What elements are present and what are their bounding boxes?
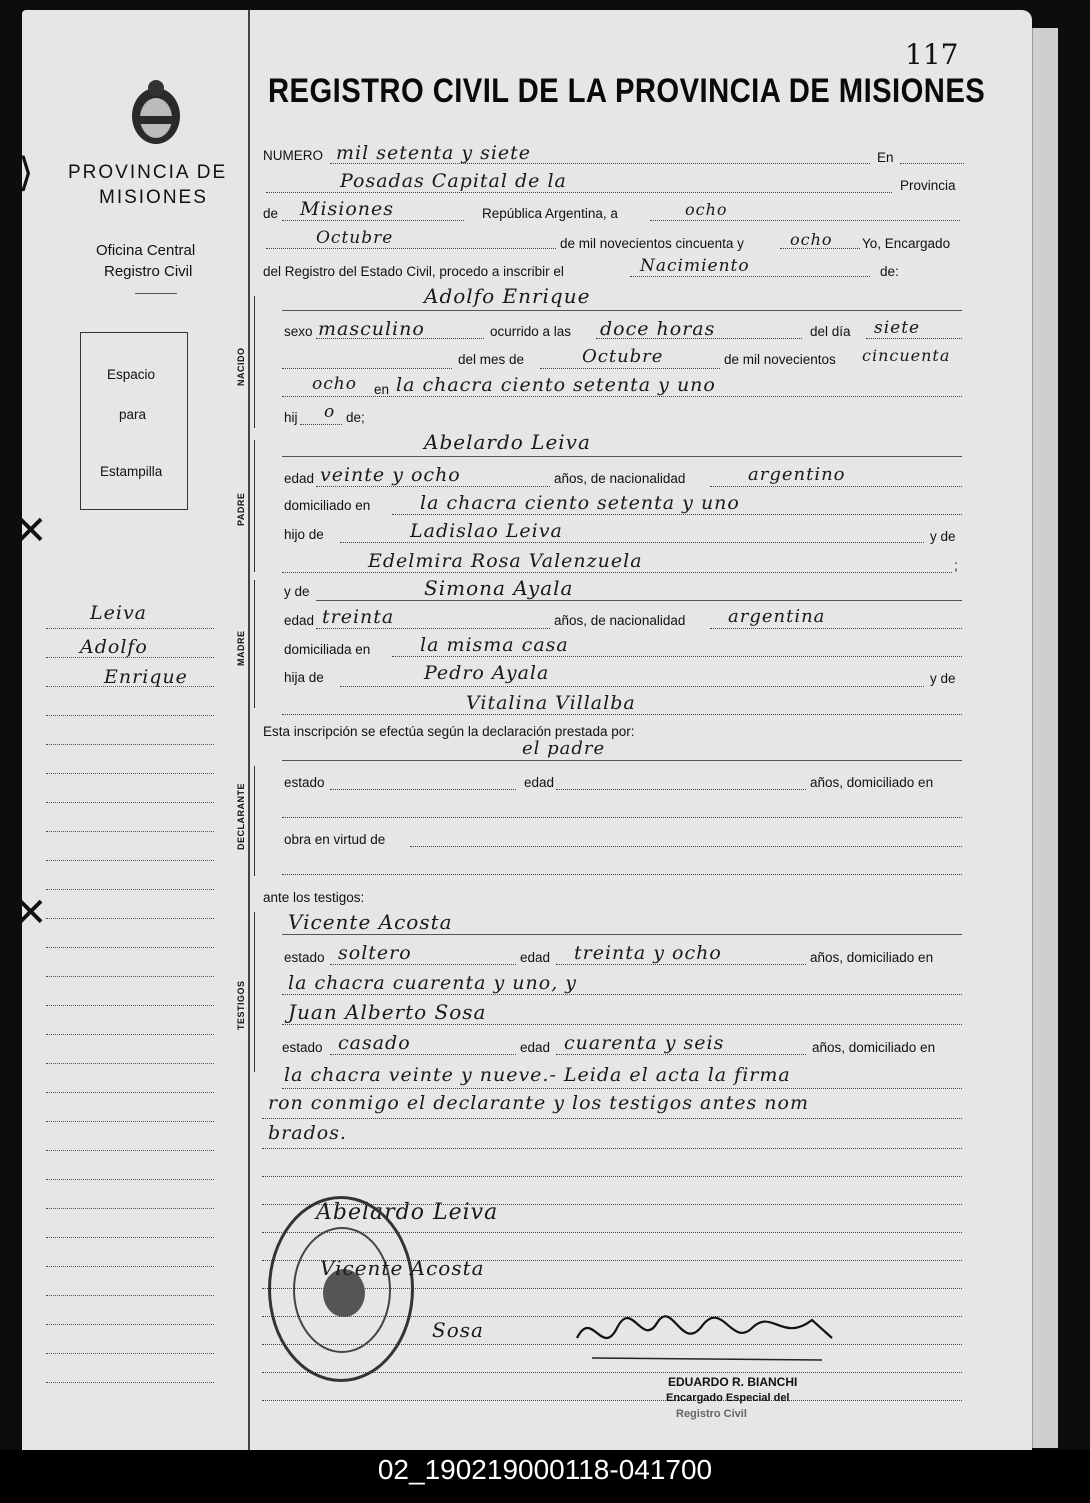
field-line (282, 760, 962, 761)
place-value: Posadas Capital de la (340, 170, 567, 192)
madre-name: Simona Ayala (424, 576, 574, 600)
padre-dom-value: la chacra ciento setenta y uno (420, 492, 740, 514)
margin-rule (46, 1295, 214, 1296)
section-bracket (254, 296, 255, 428)
margin-rule (46, 1121, 214, 1122)
field-line (316, 486, 550, 487)
testigo1-edad-label: edad (520, 950, 551, 965)
official-seal (268, 1196, 414, 1382)
field-line (316, 600, 962, 601)
stamp-box (80, 332, 188, 510)
numero-label: NUMERO (263, 148, 323, 163)
padre-name: Abelardo Leiva (424, 430, 591, 454)
declarante-anos-label: años, domiciliado en (810, 775, 934, 790)
margin-note-name2: Enrique (104, 666, 188, 688)
padre-y-de-label: y de (930, 529, 956, 544)
margin-rule (46, 1324, 214, 1325)
field-line (316, 628, 550, 629)
binding-hole-3: ✕ (14, 890, 48, 936)
margin-rule (46, 628, 214, 629)
field-line (282, 1088, 962, 1089)
page-edge (1032, 28, 1058, 1448)
field-line (866, 338, 962, 339)
field-line (262, 1148, 962, 1149)
field-line (410, 846, 962, 847)
signature-witness1: Vicente Acosta (320, 1256, 485, 1280)
madre-side-label: MADRE (236, 630, 246, 666)
official-title1: Encargado Especial del (666, 1392, 790, 1404)
nacido-mil-label: de mil novecientos (724, 352, 836, 367)
field-line (540, 368, 720, 369)
madre-edad-label: edad (284, 613, 315, 628)
testigo1-dom-value: la chacra cuarenta y uno, y (288, 972, 578, 994)
padre-hijo-label: hijo de (284, 527, 324, 542)
padre-mother-value: Edelmira Rosa Valenzuela (368, 550, 643, 572)
madre-hija-label: hija de (284, 670, 324, 685)
madre-nac-label: años, de nacionalidad (554, 613, 686, 628)
margin-rule (46, 1237, 214, 1238)
padre-side-label: PADRE (236, 492, 246, 526)
hij-value: o (324, 402, 336, 422)
madre-y-de-label: y de (284, 584, 310, 599)
signature-father: Abelardo Leiva (316, 1200, 499, 1225)
document-title: REGISTRO CIVIL DE LA PROVINCIA DE MISIONES (268, 72, 986, 110)
field-line (282, 994, 962, 995)
madre-y-de-label2: y de (930, 671, 956, 686)
coat-of-arms-icon (128, 76, 184, 146)
field-line (392, 656, 962, 657)
field-line (392, 514, 962, 515)
margin-note-surname: Leiva (90, 602, 147, 624)
madre-nac-value: argentina (728, 606, 826, 627)
margin-rule (46, 773, 214, 774)
field-line (556, 789, 806, 790)
image-id-bar (0, 1450, 1090, 1503)
field-line (282, 396, 962, 397)
testigos-ante-label: ante los testigos: (263, 890, 365, 905)
margin-rule (46, 715, 214, 716)
padre-semicolon: ; (954, 558, 958, 573)
padre-hijo-value: Ladislao Leiva (410, 520, 563, 542)
stamp-box-line1: Espacio (107, 367, 156, 382)
nacido-en-label: en (374, 382, 390, 397)
signature-witness2: Sosa (432, 1318, 484, 1342)
madre-dom-value: la misma casa (420, 634, 569, 656)
testigo1-estado-value: soltero (338, 942, 412, 964)
year-value: ocho (790, 230, 833, 249)
margin-rule (46, 976, 214, 977)
field-line (710, 628, 962, 629)
padre-dom-label: domiciliado en (284, 498, 371, 513)
testigo1-anos-label: años, domiciliado en (810, 950, 934, 965)
nacido-side-label: NACIDO (236, 347, 246, 386)
field-line (556, 1054, 806, 1055)
nacido-year-value1: cincuenta (862, 346, 951, 365)
mes-value: Octubre (582, 346, 664, 367)
section-bracket (254, 912, 255, 1072)
ocurrido-label: ocurrido a las (490, 324, 572, 339)
field-line (340, 686, 924, 687)
field-line (282, 934, 962, 935)
closing-line2: brados. (268, 1122, 347, 1144)
padre-edad-label: edad (284, 471, 315, 486)
mil-label: de mil novecientos cincuenta y (560, 236, 744, 251)
margin-rule (46, 1382, 214, 1383)
margin-rule (46, 889, 214, 890)
field-line (282, 456, 962, 457)
testigo2-edad-value: cuarenta y seis (564, 1032, 725, 1054)
field-line (262, 1400, 962, 1401)
margin-rule (46, 1150, 214, 1151)
field-line (650, 220, 960, 221)
field-line (282, 310, 962, 311)
margin-rule (46, 802, 214, 803)
province-line1: PROVINCIA DE (68, 162, 228, 183)
stamp-box-line2: para (119, 407, 147, 422)
margin-rule (46, 1005, 214, 1006)
declarante-side-label: DECLARANTE (236, 783, 246, 850)
folio-number: 117 (905, 38, 959, 71)
section-bracket (254, 766, 255, 876)
testigo2-edad-label: edad (520, 1040, 551, 1055)
de-label: de (263, 206, 279, 221)
field-line (316, 338, 484, 339)
testigo2-estado-value: casado (338, 1032, 411, 1054)
registro-label: del Registro del Estado Civil, procedo a inscribir el (263, 264, 564, 279)
field-line (282, 368, 452, 369)
nacido-lugar-value: la chacra ciento setenta y uno (396, 374, 716, 396)
margin-rule (46, 831, 214, 832)
field-line (282, 714, 962, 715)
mes-label: del mes de (458, 352, 525, 367)
testigo1-estado-label: estado (284, 950, 325, 965)
declarante-estado-label: estado (284, 775, 325, 790)
field-line (282, 1024, 962, 1025)
madre-edad-value: treinta (322, 606, 395, 628)
field-line (340, 542, 924, 543)
field-line (282, 220, 464, 221)
binding-hole-1: ⟩ (18, 150, 34, 196)
field-line (710, 486, 962, 487)
margin-rule (46, 686, 214, 687)
margin-rule (46, 860, 214, 861)
hora-value: doce horas (600, 318, 716, 340)
padre-nac-label: años, de nacionalidad (554, 471, 686, 486)
declarante-obra-label: obra en virtud de (284, 832, 386, 847)
de-colon: de: (880, 264, 899, 279)
section-bracket (254, 440, 255, 572)
nacido-name: Adolfo Enrique (424, 284, 591, 308)
official-title2: Registro Civil (676, 1408, 747, 1420)
field-line (282, 572, 952, 573)
field-line (330, 1054, 516, 1055)
en-label: En (877, 150, 894, 165)
margin-rule (46, 1092, 214, 1093)
margin-rule (46, 947, 214, 948)
provincia-label: Provincia (900, 178, 956, 193)
field-line (596, 338, 802, 339)
madre-hija-value: Pedro Ayala (424, 662, 550, 684)
field-line (900, 163, 964, 164)
act-type-value: Nacimiento (640, 256, 750, 276)
margin-rule (46, 918, 214, 919)
field-line (262, 1176, 962, 1177)
margin-rule (46, 744, 214, 745)
closing-line1: ron conmigo el declarante y los testigos antes nom (268, 1092, 809, 1114)
testigo1-name: Vicente Acosta (288, 910, 453, 934)
field-line (266, 248, 556, 249)
nacido-year-value2: ocho (312, 374, 357, 394)
field-line (330, 163, 870, 164)
day-value: ocho (685, 200, 728, 219)
field-line (282, 817, 962, 818)
madre-mother-value: Vitalina Villalba (466, 692, 636, 714)
margin-divider (248, 10, 250, 1450)
province-line2: MISIONES (99, 187, 208, 208)
declaracion-label: Esta inscripción se efectúa según la declaración prestada por: (263, 724, 635, 739)
testigo1-edad-value: treinta y ocho (574, 942, 722, 964)
yo-label: Yo, Encargado (862, 236, 951, 251)
field-line (282, 874, 962, 875)
declarante-edad-label: edad (524, 775, 555, 790)
section-bracket (254, 580, 255, 708)
office-underline (135, 293, 177, 294)
margin-rule (46, 1034, 214, 1035)
official-name: EDUARDO R. BIANCHI (668, 1375, 798, 1389)
field-line (266, 192, 892, 193)
testigo2-estado-label: estado (282, 1040, 323, 1055)
signature-official (572, 1298, 842, 1368)
testigo2-name: Juan Alberto Sosa (288, 1000, 487, 1024)
field-line (300, 424, 342, 425)
margin-rule (46, 1266, 214, 1267)
dia-value: siete (874, 318, 921, 338)
dia-label: del día (810, 324, 851, 339)
padre-nac-value: argentino (748, 464, 846, 485)
field-line (262, 1118, 962, 1119)
madre-dom-label: domiciliada en (284, 642, 371, 657)
month-value: Octubre (316, 228, 394, 248)
testigo2-anos-label: años, domiciliado en (812, 1040, 936, 1055)
margin-rule (46, 1063, 214, 1064)
margin-rule (46, 1179, 214, 1180)
testigo2-dom-value: la chacra veinte y nueve.- Leida el acta la firma (284, 1064, 791, 1086)
sexo-label: sexo (284, 324, 313, 339)
numero-value: mil setenta y siete (336, 142, 532, 164)
field-line (780, 248, 860, 249)
margin-rule (46, 657, 214, 658)
declaracion-value: el padre (522, 738, 606, 759)
margin-rule (46, 1208, 214, 1209)
field-line (630, 276, 870, 277)
margin-note-name1: Adolfo (80, 636, 148, 658)
testigos-side-label: TESTIGOS (236, 980, 246, 1030)
sexo-value: masculino (318, 318, 425, 340)
image-id-text: 02_190219000118-041700 (377, 1454, 713, 1485)
office-line1: Oficina Central (96, 242, 196, 259)
margin-rule (46, 1353, 214, 1354)
field-line (556, 964, 806, 965)
stamp-box-line3: Estampilla (100, 464, 163, 479)
nacido-de-label: de; (346, 410, 365, 425)
republica-label: República Argentina, a (482, 206, 618, 221)
field-line (330, 964, 516, 965)
hij-label: hij (284, 410, 298, 425)
province-value: Misiones (300, 198, 395, 220)
office-line2: Registro Civil (104, 263, 193, 280)
padre-edad-value: veinte y ocho (320, 464, 461, 486)
field-line (330, 789, 516, 790)
binding-hole-2: ✕ (14, 508, 48, 554)
